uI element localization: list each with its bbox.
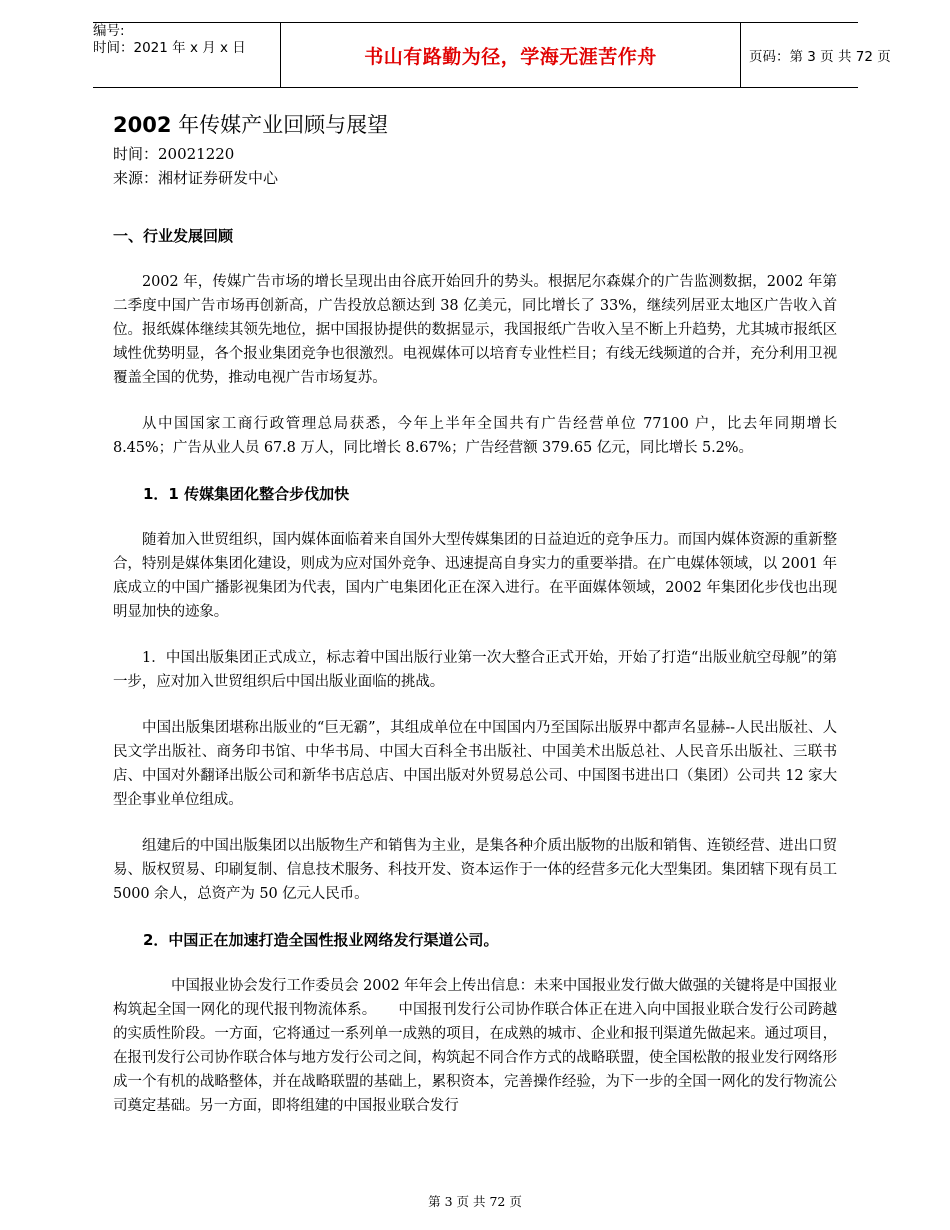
document-time: 时间：20021220 bbox=[113, 145, 235, 163]
item-heading-2: 2．中国正在加速打造全国性报业网络发行渠道公司。 bbox=[143, 931, 499, 949]
document-body bbox=[113, 108, 837, 1133]
page-footer: 第 3 页 共 72 页 bbox=[428, 1194, 522, 1209]
paragraph-4: 1．中国出版集团正式成立，标志着中国出版行业第一次大整合正式开始，开始了打造“出版业航空母舰”的第一步，应对加入世贸组织后中国出版业面临的挑战。 bbox=[113, 650, 837, 690]
paragraph-1: 2002 年，传媒广告市场的增长呈现出由谷底开始回升的势头。根据尼尔森媒介的广告监测数据，2002 年第二季度中国广告市场再创新高，广告投放总额达到 38 亿美元，同比增长了 33%，继续列居亚太地区广告收入首位。报纸媒体继续其领先地位，据中国报协提供的数据显示，我国报纸广告收入呈不断上升趋势，尤其城市报纸区域性优势明显，各个报业集团竞争也很激烈。电视媒体可以培育专业性栏目；有线无线频道的合并，充分利用卫视覆盖全国的优势，推动电视广告市场复苏。 bbox=[113, 274, 837, 386]
section-heading-1-1: 1．1 传媒集团化整合步伐加快 bbox=[143, 485, 350, 503]
paragraph-6: 组建后的中国出版集团以出版物生产和销售为主业，是集各种介质出版物的出版和销售、连锁经营、进出口贸易、版权贸易、印刷复制、信息技术服务、科技开发、资本运作于一体的经营多元化大型集团。集团辖下现有员工 5000 余人，总资产为 50 亿元人民币。 bbox=[113, 838, 837, 902]
document-source: 来源：湘材证券研发中心 bbox=[113, 169, 279, 187]
header-motto: 书山有路勤为径，学海无涯苦作舟 bbox=[280, 23, 741, 87]
title-text: 年传媒产业回顾与展望 bbox=[171, 113, 389, 137]
header-meta bbox=[93, 23, 280, 87]
section-heading-1: 一、行业发展回顾 bbox=[113, 227, 234, 245]
serial-label: 编号: bbox=[93, 23, 125, 39]
header-page-info: 页码：第 3 页 共 72 页 bbox=[749, 49, 891, 65]
page-header bbox=[93, 22, 891, 88]
header-time: 时间：2021 年 x 月 x 日 bbox=[93, 40, 246, 56]
paragraph-3: 随着加入世贸组织，国内媒体面临着来自国外大型传媒集团的日益迫近的竞争压力。而国内媒体资源的重新整合，特别是媒体集团化建设，则成为应对国外竞争、迅速提高自身实力的重要举措。在广电媒体领域，以 2001 年底成立的中国广播影视集团为代表，国内广电集团化正在深入进行。在平面媒体领域，2002 年集团化步伐也出现明显加快的迹象。 bbox=[113, 532, 837, 620]
title-year: 2002 bbox=[113, 113, 172, 137]
paragraph-2: 从中国国家工商行政管理总局获悉，今年上半年全国共有广告经营单位 77100 户，比去年同期增长 8.45%；广告从业人员 67.8 万人，同比增长 8.67%；广告经营额 379.65 亿元，同比增长 5.2%。 bbox=[113, 416, 837, 456]
paragraph-5: 中国出版集团堪称出版业的“巨无霸”，其组成单位在中国国内乃至国际出版界中都声名显赫--人民出版社、人民文学出版社、商务印书馆、中华书局、中国大百科全书出版社、中国美术出版总社、人民音乐出版社、三联书店、中国对外翻译出版公司和新华书店总店、中国出版对外贸易总公司、中国图书进出口（集团）公司共 12 家大型企事业单位组成。 bbox=[113, 720, 837, 808]
paragraph-7: 中国报业协会发行工作委员会 2002 年年会上传出信息：未来中国报业发行做大做强的关键将是中国报业构筑起全国一网化的现代报刊物流体系。 中国报刊发行公司协作联合体正在进入向中国报业联合发行公司跨越的实质性阶段。一方面，它将通过一系列单一成熟的项目，在成熟的城市、企业和报刊渠道先做起来。通过项目，在报刊发行公司协作联合体与地方发行公司之间，构筑起不同合作方式的战略联盟，使全国松散的报业发行网络形成一个有机的战略整体，并在战略联盟的基础上，累积资本，完善操作经验，为下一步的全国一网化的发行物流公司奠定基础。另一方面，即将组建的中国报业联合发行 bbox=[113, 978, 837, 1114]
document-title bbox=[113, 108, 837, 142]
